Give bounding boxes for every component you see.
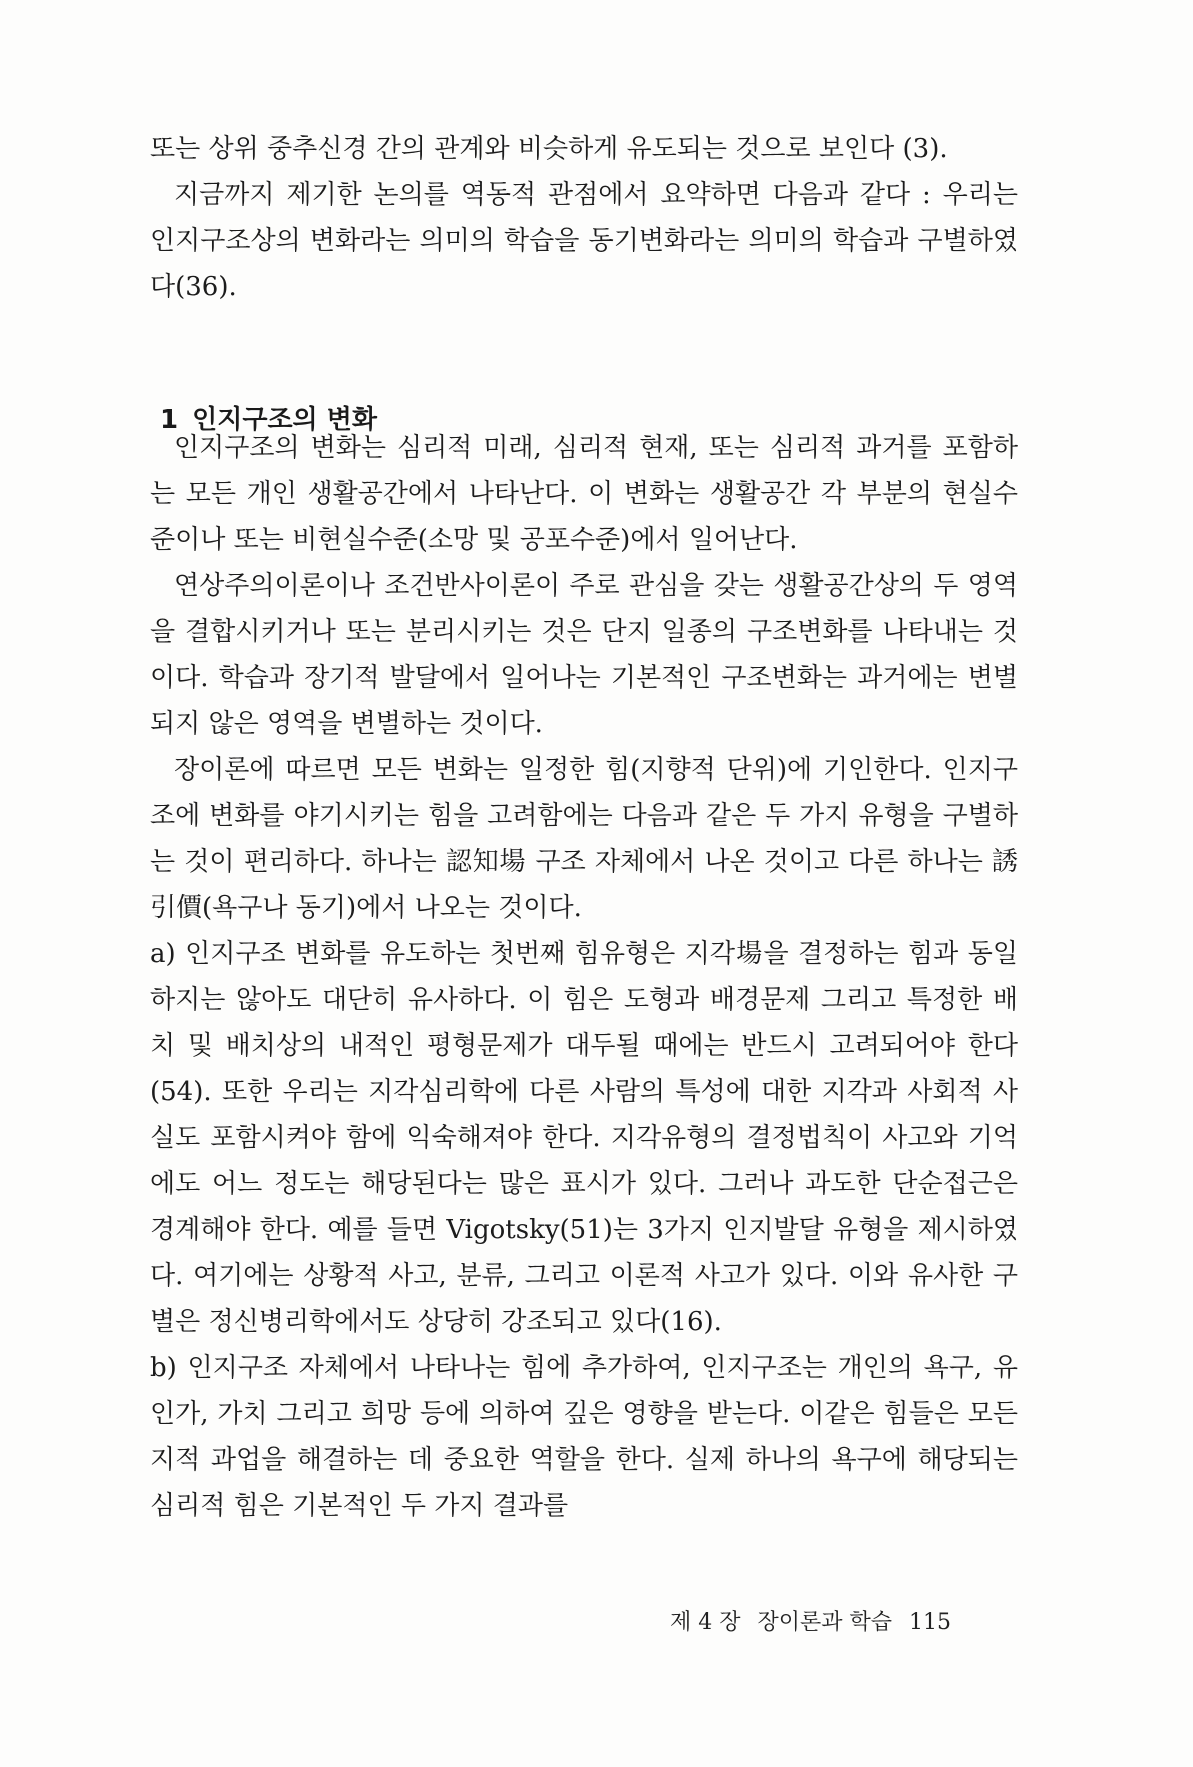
intro-text xyxy=(150,126,1018,310)
body-paragraph-5: b) 인지구조 자체에서 나타나는 힘에 추가하여, 인지구조는 개인의 욕구, 유인가, 가치 그리고 희망 등에 의하여 깊은 영향을 받는다. 이같은 힘들은 모든 지적 과업을 해결하는 데 중요한 역할을 한다. 실제 하나의 욕구에 해당되는 심리적 힘은 기본적인 두 가지 결과를 xyxy=(150,1353,1018,1521)
body-paragraph-3: 장이론에 따르면 모든 변화는 일정한 힘(지향적 단위)에 기인한다. 인지구조에 변화를 야기시키는 힘을 고려함에는 다음과 같은 두 가지 유형을 구별하는 것이 편리하다. 하나는 認知場 구조 자체에서 나온 것이고 다른 하나는 誘引價(욕구나 동기)에서 나오는 것이다. xyxy=(150,755,1018,923)
footer-chapter-title: 장이론과 학습 xyxy=(757,1610,893,1635)
section-title: 인지구조의 변화 xyxy=(192,405,377,435)
intro-paragraph-1: 또는 상위 중추신경 간의 관계와 비슷하게 유도되는 것으로 보인다 (3). xyxy=(150,134,948,164)
footer-chapter: 제 4 장 xyxy=(670,1610,741,1635)
body-paragraph-4: a) 인지구조 변화를 유도하는 첫번째 힘유형은 지각場을 결정하는 힘과 동일하지는 않아도 대단히 유사하다. 이 힘은 도형과 배경문제 그리고 특정한 배치 및 배치상의 내적인 평형문제가 대두될 때에는 반드시 고려되어야 한다(54). 또한 우리는 지각심리학에 다른 사람의 특성에 대한 지각과 사회적 사실도 포함시켜야 함에 익숙해져야 한다. 지각유형의 결정법칙이 사고와 기억에도 어느 정도는 해당된다는 많은 표시가 있다. 그러나 과도한 단순접근은 경계해야 한다. 예를 들면 Vigotsky(51)는 3가지 인지발달 유형을 제시하였다. 여기에는 상황적 사고, 분류, 그리고 이론적 사고가 있다. 이와 유사한 구별은 정신병리학에서도 상당히 강조되고 있다(16). xyxy=(150,939,1018,1337)
page-footer xyxy=(670,1608,961,1638)
intro-paragraph-2: 지금까지 제기한 논의를 역동적 관점에서 요약하면 다음과 같다 : 우리는 인지구조상의 변화라는 의미의 학습을 동기변화라는 의미의 학습과 구별하였다(36). xyxy=(150,180,1018,302)
body-paragraph-1: 인지구조의 변화는 심리적 미래, 심리적 현재, 또는 심리적 과거를 포함하는 모든 개인 생활공간에서 나타난다. 이 변화는 생활공간 각 부분의 현실수준이나 또는 비현실수준(소망 및 공포수준)에서 일어난다. xyxy=(150,433,1018,555)
body-text xyxy=(150,425,1018,1529)
body-paragraph-2: 연상주의이론이나 조건반사이론이 주로 관심을 갖는 생활공간상의 두 영역을 결합시키거나 또는 분리시키는 것은 단지 일종의 구조변화를 나타내는 것이다. 학습과 장기적 발달에서 일어나는 기본적인 구조변화는 과거에는 변별되지 않은 영역을 변별하는 것이다. xyxy=(150,571,1018,739)
page-number: 115 xyxy=(909,1610,952,1635)
section-number: 1 xyxy=(160,405,179,435)
